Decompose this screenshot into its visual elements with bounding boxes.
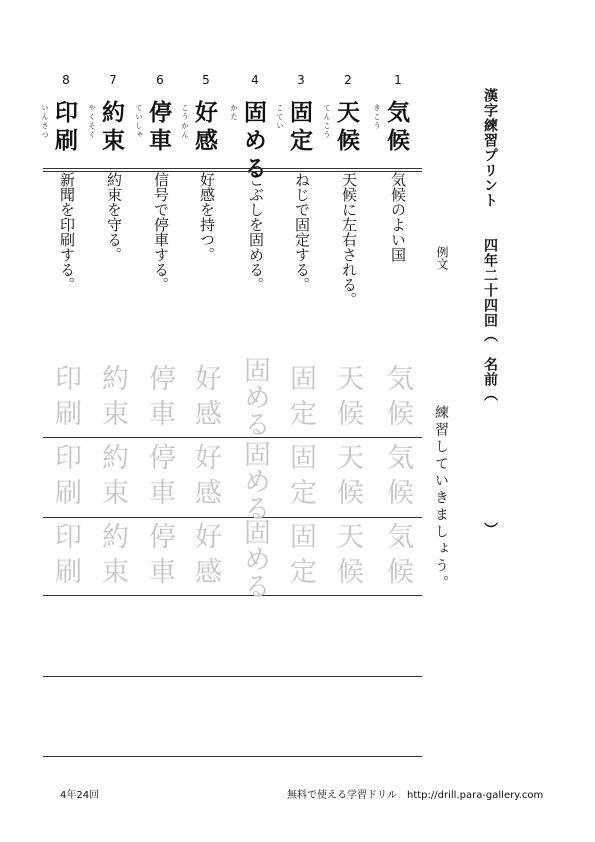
trace-word: 固定 [285,364,316,434]
trace-word: 天候 [332,364,363,434]
vocab-word: 気候 [383,100,409,156]
trace-word: 固める [239,356,270,437]
title-main: 漢字練習プリント [482,88,498,208]
example-sentence: ねじで固定する。 [293,172,311,292]
furigana: ていしゃ [135,104,143,140]
furigana: いんさつ [41,104,49,140]
footer-issue-number: 4年24回 [60,790,100,801]
example-sentence: 好感を持つ。 [198,172,216,262]
example-label: 例文 [435,246,449,270]
vocab-word: 天候 [333,100,359,156]
trace-word: 停車 [144,364,175,434]
vocab-word: 停車 [145,100,171,156]
example-sentence: 天候に左右される。 [340,172,358,307]
furigana: やくそく [88,104,96,140]
trace-word: 固める [239,518,270,599]
practice-row-divider [43,595,422,596]
name-open-paren: （ [482,387,498,402]
example-sentence: 気候のよい国 [389,172,407,262]
footer-site-name: 無料で使える学習ドリル [287,790,397,801]
trace-word: 気候 [382,443,413,513]
practice-row-divider [43,517,422,518]
example-sentence: 約束を守る。 [105,172,123,262]
trace-word: 固める [239,440,270,521]
trace-word: 印刷 [50,443,81,513]
furigana: きこう [373,104,381,131]
vocab-word: 固める [240,100,266,184]
vocab-word: 固定 [286,100,312,156]
item-number: 3 [297,73,305,87]
trace-word: 好感 [190,364,221,434]
furigana: てんこう [323,104,331,140]
item-number: 2 [344,73,352,87]
trace-word: 天候 [332,443,363,513]
example-sentence: 新聞を印刷する。 [58,172,76,292]
trace-word: 天候 [332,522,363,592]
vocab-word: 約束 [98,100,124,156]
furigana: こうかん [181,104,189,140]
item-number: 1 [394,73,402,87]
name-close-paren: ） [482,522,498,537]
example-sentence: こぶしを固める。 [247,172,265,292]
header-divider [43,171,422,172]
practice-instruction: 練習していきましょう。 [433,405,449,592]
title-open-paren: （ [482,328,498,343]
vocab-word: 好感 [191,100,217,156]
trace-word: 気候 [382,522,413,592]
title-grade: 四年二十四回 [482,238,498,328]
item-number: 5 [202,73,210,87]
trace-word: 印刷 [50,522,81,592]
item-number: 7 [109,73,117,87]
trace-word: 約束 [97,443,128,513]
trace-word: 約束 [97,522,128,592]
vocab-word: 印刷 [51,100,77,156]
practice-row-divider [43,756,422,757]
furigana: こてい [276,104,284,131]
header-divider [43,168,422,169]
name-label: 名前 [482,357,498,387]
trace-word: 約束 [97,364,128,434]
trace-word: 停車 [144,522,175,592]
item-number: 4 [251,73,259,87]
practice-row-divider [43,437,422,438]
trace-word: 好感 [190,522,221,592]
trace-word: 好感 [190,443,221,513]
trace-word: 気候 [382,364,413,434]
practice-row-divider [43,676,422,677]
trace-word: 停車 [144,443,175,513]
trace-word: 印刷 [50,364,81,434]
trace-word: 固定 [285,443,316,513]
trace-word: 固定 [285,522,316,592]
footer-credit [287,786,543,801]
item-number: 6 [156,73,164,87]
item-number: 8 [62,73,70,87]
furigana: かた [230,104,238,122]
example-sentence: 信号で停車する。 [152,172,170,292]
footer-url[interactable]: http://drill.para-gallery.com [407,790,544,801]
worksheet-title [482,88,498,537]
